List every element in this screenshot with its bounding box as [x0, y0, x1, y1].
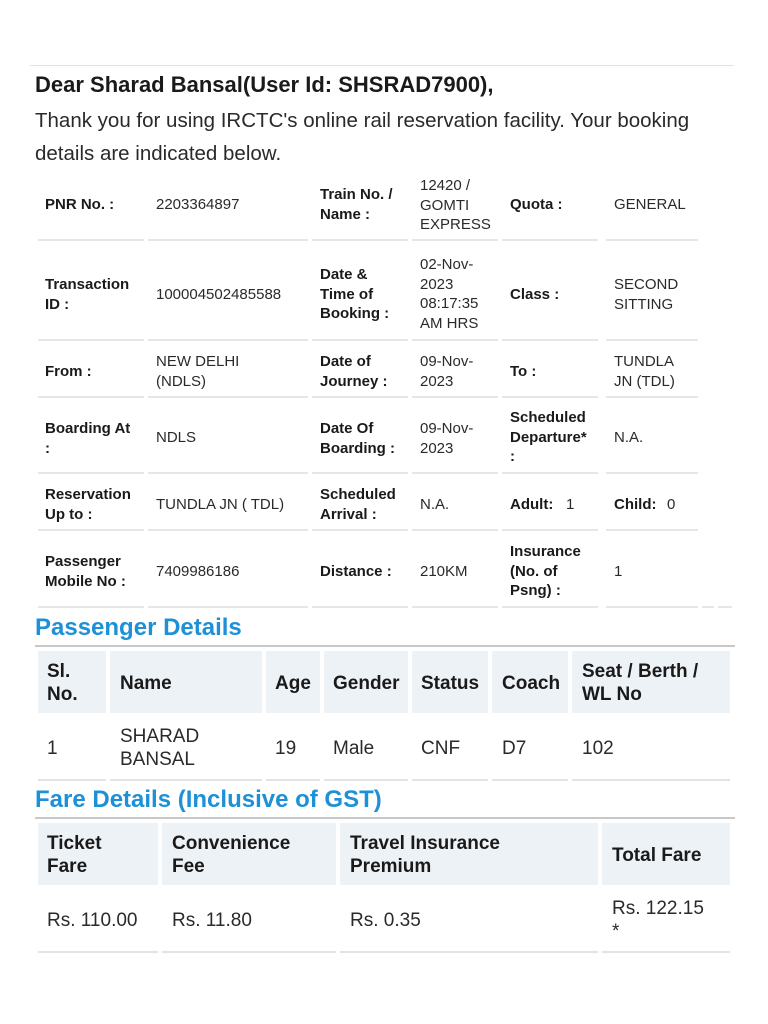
child-value: 0	[667, 496, 676, 513]
booking-time-label: Date & Time of Booking :	[320, 266, 390, 322]
top-divider	[30, 65, 734, 66]
scheduled-departure-label: Scheduled Departure* :	[510, 409, 587, 465]
transaction-label: Transaction ID :	[45, 276, 130, 313]
row-divider	[38, 951, 158, 953]
boarding-at-value: NDLS	[156, 429, 197, 446]
journey-date-value: 09-Nov- 2023	[420, 353, 474, 390]
child-label: Child:	[614, 496, 657, 513]
row-divider	[38, 606, 144, 608]
insurance-value: 1	[614, 563, 623, 580]
col-header-coach: Coach	[502, 673, 561, 694]
col-header-name: Name	[120, 673, 172, 694]
boarding-date-value: 09-Nov- 2023	[420, 420, 474, 457]
col-header-gender: Gender	[333, 673, 400, 694]
col-header-age: Age	[275, 673, 311, 694]
greeting-heading: Dear Sharad Bansal(User Id: SHSRAD7900),	[35, 72, 494, 97]
passenger-name: SHARAD BANSAL	[120, 726, 200, 770]
class-value: SECOND SITTING	[614, 276, 679, 313]
col-header-ticket-fare: Ticket Fare	[47, 833, 102, 877]
quota-value: GENERAL	[614, 196, 686, 213]
mobile-value: 7409986186	[156, 563, 240, 580]
insurance-label: Insurance (No. of Psng) :	[510, 543, 581, 599]
row-divider	[38, 239, 144, 241]
reservation-upto-value: TUNDLA JN ( TDL)	[156, 496, 285, 513]
row-divider	[38, 472, 144, 474]
fare-heading-rule	[35, 817, 735, 819]
passenger-details-heading: Passenger Details	[35, 614, 242, 641]
col-header-convenience-fee: Convenience Fee	[172, 833, 291, 877]
passenger-age: 19	[275, 738, 297, 759]
col-header-sl: Sl. No.	[47, 661, 78, 705]
col-header-insurance-premium: Travel Insurance Premium	[350, 833, 500, 877]
passenger-sl: 1	[47, 738, 58, 759]
row-divider	[38, 779, 106, 781]
booking-time-value: 02-Nov- 2023 08:17:35 AM HRS	[420, 256, 479, 332]
adult-value: 1	[566, 496, 575, 513]
passenger-heading-rule	[35, 645, 735, 647]
boarding-date-label: Date Of Boarding :	[320, 420, 395, 457]
scheduled-arrival-label: Scheduled Arrival :	[320, 486, 396, 523]
passenger-seat: 102	[582, 738, 614, 759]
from-label: From :	[45, 363, 92, 380]
class-label: Class :	[510, 286, 560, 303]
col-header-seat: Seat / Berth / WL No	[582, 661, 699, 705]
pnr-value: 2203364897	[156, 196, 240, 213]
train-label: Train No. / Name :	[320, 186, 393, 223]
mobile-label: Passenger Mobile No :	[45, 553, 126, 590]
passenger-status: CNF	[421, 738, 461, 759]
ticket-fare-value: Rs. 110.00	[47, 910, 138, 931]
to-label: To :	[510, 363, 537, 380]
boarding-at-label: Boarding At :	[45, 420, 131, 457]
distance-label: Distance :	[320, 563, 392, 580]
passenger-coach: D7	[502, 738, 527, 759]
quota-label: Quota :	[510, 196, 563, 213]
from-value: NEW DELHI (NDLS)	[156, 353, 240, 390]
reservation-upto-label: Reservation Up to :	[45, 486, 131, 523]
to-value: TUNDLA JN (TDL)	[614, 353, 675, 390]
col-header-status: Status	[421, 673, 480, 694]
adult-label: Adult:	[510, 496, 554, 513]
row-divider	[38, 396, 144, 398]
bottom-margin	[0, 958, 768, 1024]
col-header-total-fare: Total Fare	[612, 845, 702, 866]
insurance-premium-value: Rs. 0.35	[350, 910, 421, 931]
scheduled-arrival-value: N.A.	[420, 496, 450, 513]
intro-paragraph: Thank you for using IRCTC's online rail reservation facility. Your booking details are indicated below.	[35, 109, 690, 165]
transaction-value: 100004502485588	[156, 286, 282, 303]
total-fare-value: Rs. 122.15 *	[612, 898, 704, 942]
journey-date-label: Date of Journey :	[320, 353, 388, 390]
passenger-gender: Male	[333, 738, 375, 759]
convenience-fee-value: Rs. 11.80	[172, 910, 252, 931]
fare-details-heading: Fare Details (Inclusive of GST)	[35, 786, 382, 813]
scheduled-departure-value: N.A.	[614, 429, 644, 446]
train-value: 12420 / GOMTI EXPRESS	[420, 177, 491, 233]
pnr-label: PNR No. :	[45, 196, 115, 213]
row-divider	[38, 529, 144, 531]
row-divider	[38, 339, 144, 341]
distance-value: 210KM	[420, 563, 468, 580]
